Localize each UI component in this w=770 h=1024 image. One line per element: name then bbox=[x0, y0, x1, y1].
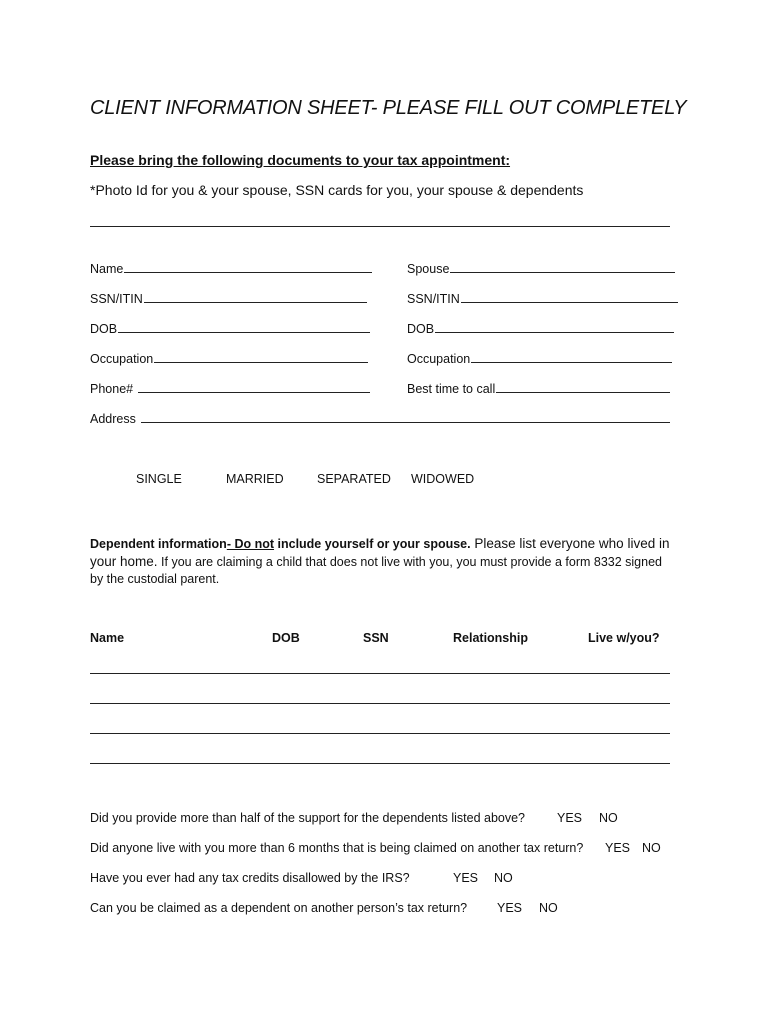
dependent-row-line[interactable] bbox=[90, 763, 670, 764]
spouse-occupation-line[interactable] bbox=[471, 362, 672, 363]
documents-heading: Please bring the following documents to your tax appointment: bbox=[90, 152, 511, 168]
dependent-info-list: Please list everyone who lived in your home. bbox=[90, 536, 670, 569]
status-separated[interactable]: SEPARATED bbox=[317, 472, 391, 486]
dependent-info-form: If you are claiming a child that does not live with you, you must provide a form 8332 signed by the custodial parent. bbox=[90, 555, 662, 586]
client-address-label: Address bbox=[90, 412, 136, 426]
client-occupation-label: Occupation bbox=[90, 352, 154, 366]
question-live-with-yes[interactable]: YES bbox=[605, 841, 631, 855]
spouse-occupation-field[interactable] bbox=[407, 350, 672, 366]
question-dependent-yes[interactable]: YES bbox=[497, 901, 523, 915]
spouse-name-label: Spouse bbox=[407, 262, 450, 276]
best-time-line[interactable] bbox=[496, 392, 670, 393]
question-credits-yes[interactable]: YES bbox=[453, 871, 479, 885]
dependent-row-line[interactable] bbox=[90, 673, 670, 674]
spouse-dob-label: DOB bbox=[407, 322, 435, 336]
client-phone-label: Phone# bbox=[90, 382, 134, 396]
spouse-occupation-label: Occupation bbox=[407, 352, 471, 366]
client-ssn-line[interactable] bbox=[144, 302, 367, 303]
client-name-label: Name bbox=[90, 262, 124, 276]
client-address-field[interactable] bbox=[90, 410, 670, 426]
column-dob: DOB bbox=[272, 631, 300, 645]
client-ssn-label: SSN/ITIN bbox=[90, 292, 143, 306]
dependent-info-lead: Dependent information bbox=[90, 537, 227, 551]
client-phone-line[interactable] bbox=[138, 392, 370, 393]
question-live-with-no[interactable]: NO bbox=[642, 841, 661, 855]
client-address-line[interactable] bbox=[141, 422, 670, 423]
status-widowed[interactable]: WIDOWED bbox=[411, 472, 475, 486]
client-ssn-field[interactable] bbox=[90, 290, 367, 306]
client-occupation-line[interactable] bbox=[154, 362, 368, 363]
spouse-ssn-line[interactable] bbox=[461, 302, 678, 303]
client-phone-field[interactable] bbox=[90, 380, 370, 396]
question-dependent-text: Can you be claimed as a dependent on another person’s tax return? bbox=[90, 901, 468, 915]
dependent-row-line[interactable] bbox=[90, 703, 670, 704]
spouse-ssn-label: SSN/ITIN bbox=[407, 292, 460, 306]
column-ssn: SSN bbox=[363, 631, 389, 645]
spouse-dob-field[interactable] bbox=[407, 320, 674, 336]
status-single[interactable]: SINGLE bbox=[136, 472, 182, 486]
dependent-row-line[interactable] bbox=[90, 733, 670, 734]
spouse-dob-line[interactable] bbox=[435, 332, 674, 333]
column-live-with: Live w/you? bbox=[588, 631, 660, 645]
question-credits-no[interactable]: NO bbox=[494, 871, 513, 885]
question-support-yes[interactable]: YES bbox=[557, 811, 583, 825]
question-live-with-text: Did anyone live with you more than 6 months that is being claimed on another tax return? bbox=[90, 841, 584, 855]
client-dob-field[interactable] bbox=[90, 320, 370, 336]
column-relationship: Relationship bbox=[453, 631, 529, 645]
documents-note: *Photo Id for you & your spouse, SSN cards for you, your spouse & dependents bbox=[90, 182, 584, 198]
dependent-info-exclusion: include yourself or your spouse. bbox=[274, 537, 471, 551]
client-dob-line[interactable] bbox=[118, 332, 370, 333]
question-credits-text: Have you ever had any tax credits disallowed by the IRS? bbox=[90, 871, 410, 885]
client-name-line[interactable] bbox=[124, 272, 372, 273]
question-support-text: Did you provide more than half of the support for the dependents listed above? bbox=[90, 811, 526, 825]
best-time-label: Best time to call bbox=[407, 382, 496, 396]
client-dob-label: DOB bbox=[90, 322, 118, 336]
question-support-no[interactable]: NO bbox=[599, 811, 618, 825]
status-married[interactable]: MARRIED bbox=[226, 472, 284, 486]
column-name: Name bbox=[90, 631, 125, 645]
client-occupation-field[interactable] bbox=[90, 350, 368, 366]
client-name-field[interactable] bbox=[90, 260, 372, 276]
spouse-name-field[interactable] bbox=[407, 260, 675, 276]
dependent-info-paragraph bbox=[90, 535, 670, 588]
dependent-info-do-not: - Do not bbox=[226, 537, 275, 551]
page-title: CLIENT INFORMATION SHEET- PLEASE FILL OUT COMPLETELY bbox=[90, 97, 687, 119]
best-time-field[interactable] bbox=[407, 380, 670, 396]
documents-divider bbox=[90, 226, 670, 227]
question-dependent-no[interactable]: NO bbox=[539, 901, 558, 915]
spouse-ssn-field[interactable] bbox=[407, 290, 678, 306]
spouse-name-line[interactable] bbox=[450, 272, 675, 273]
